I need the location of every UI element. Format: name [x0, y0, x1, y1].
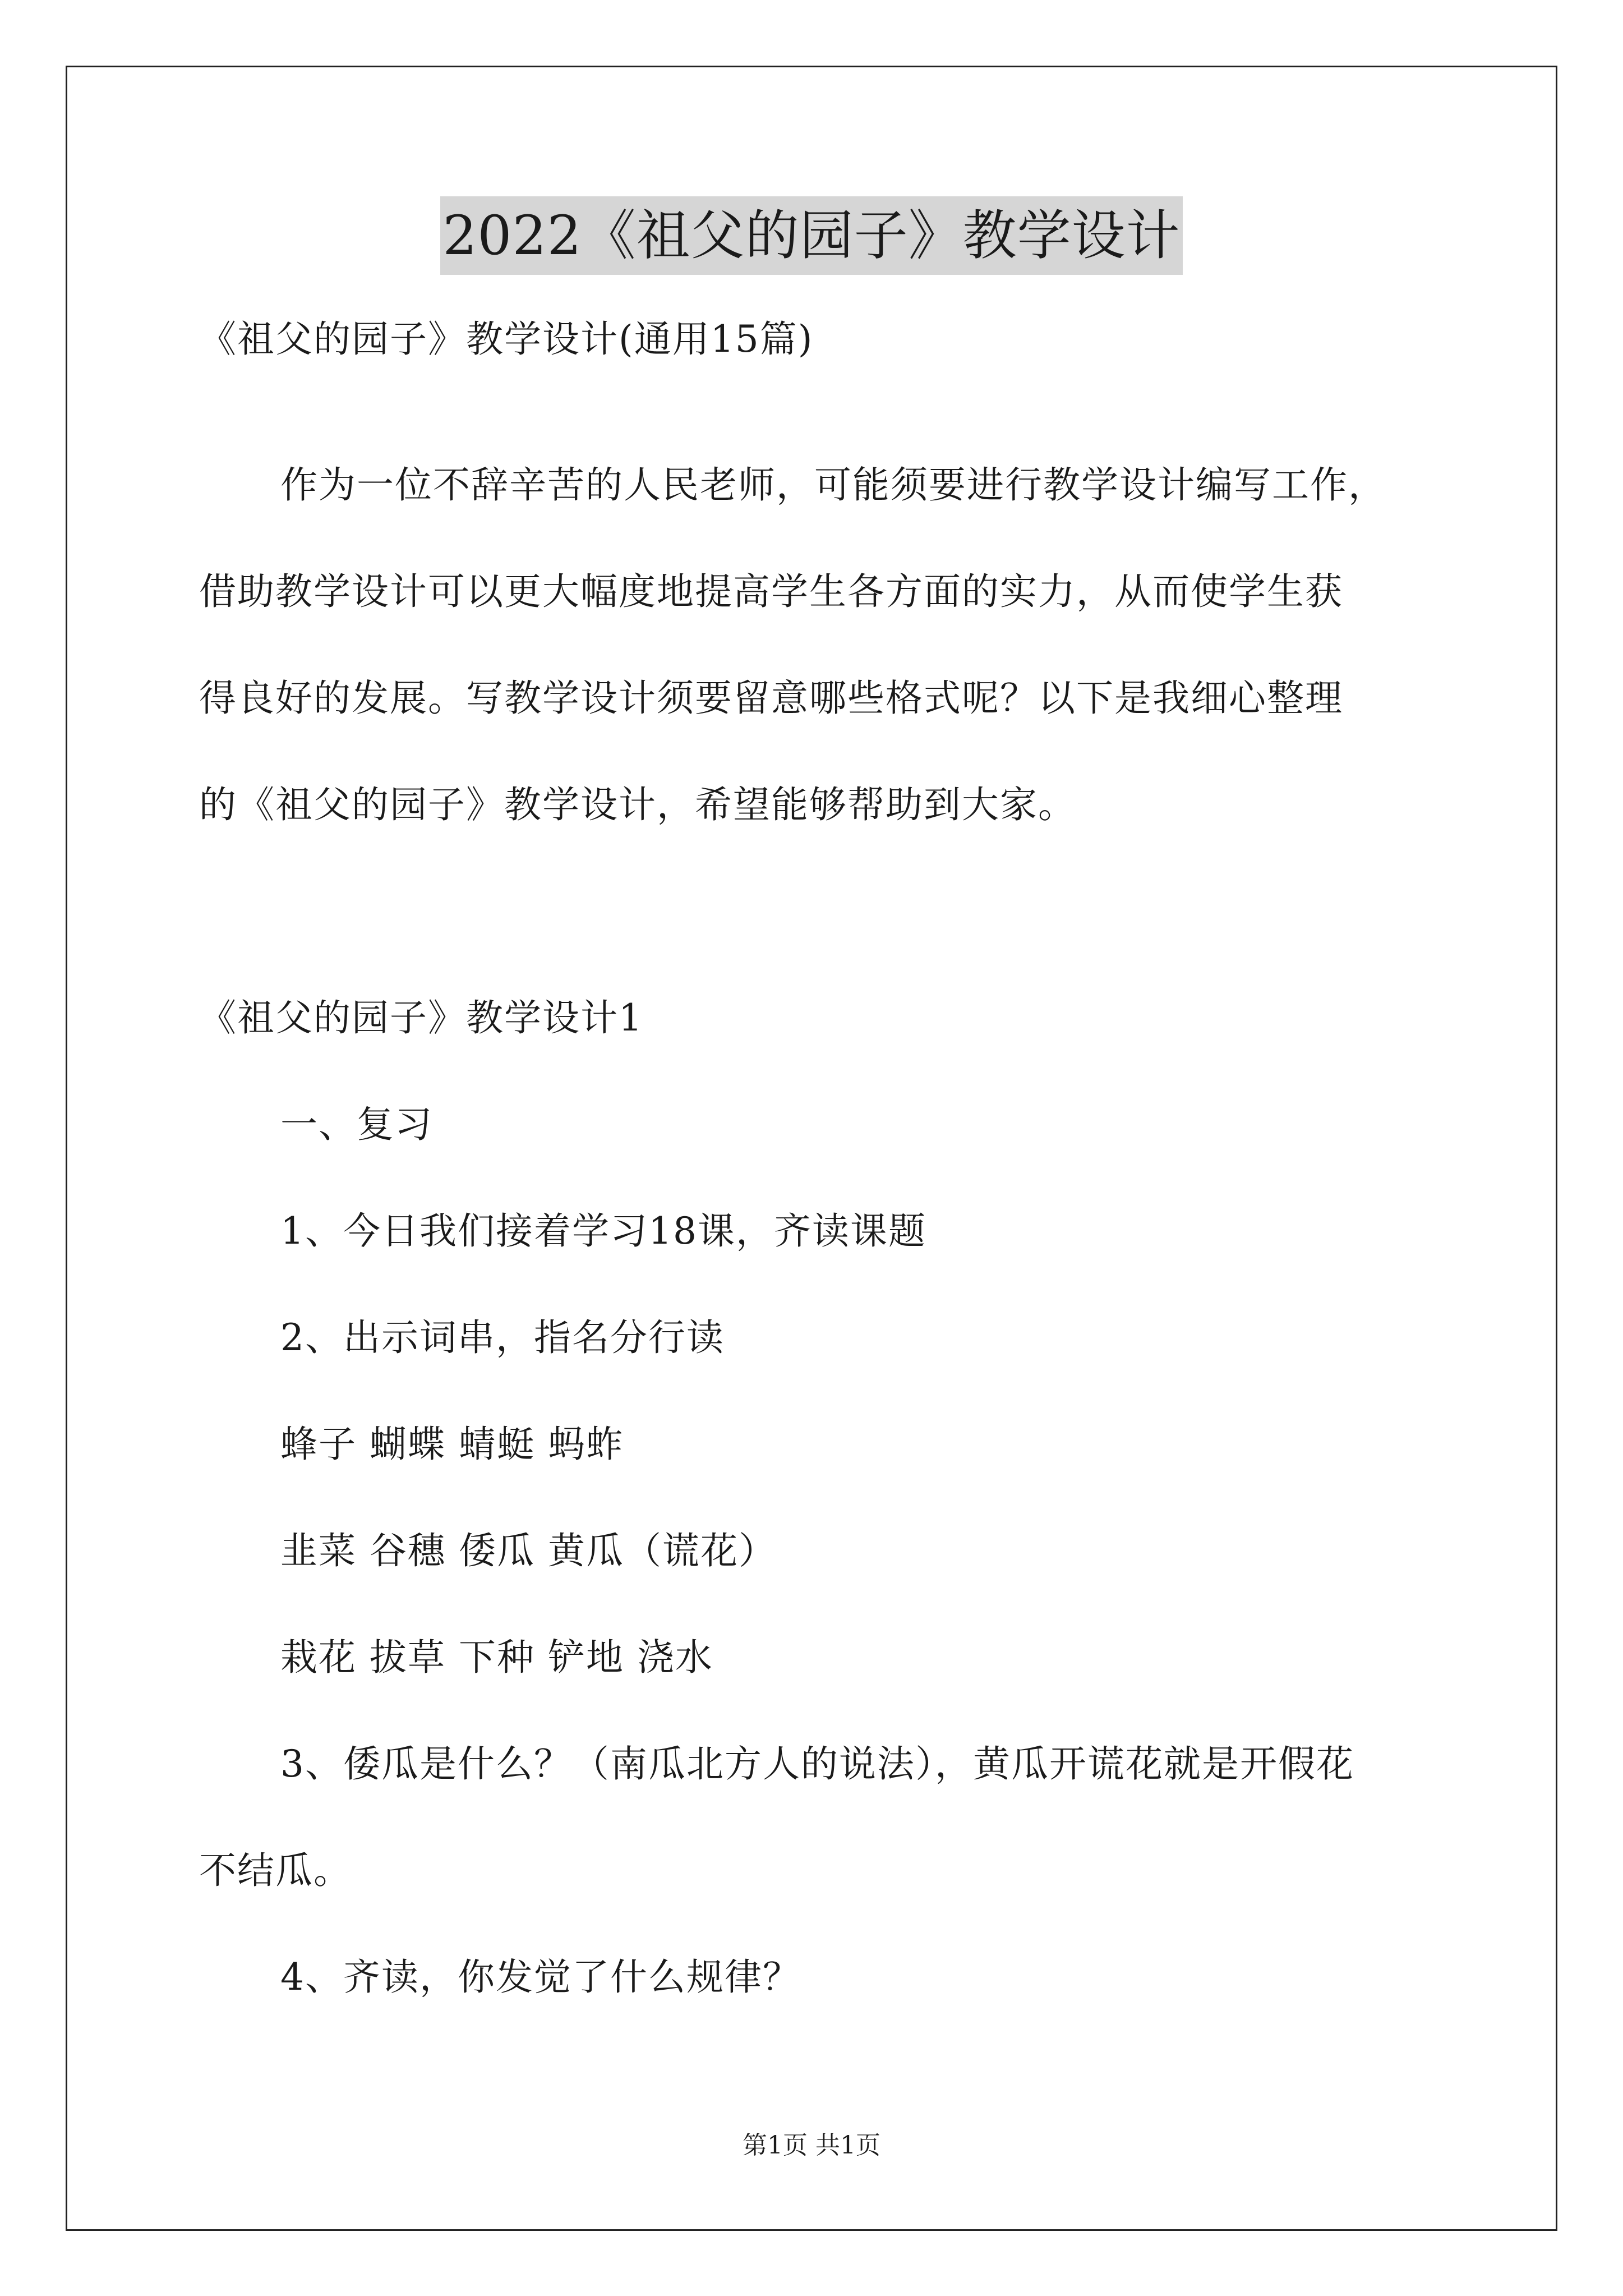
body-line-2: 1、今日我们接着学习18课，齐读课题: [280, 1209, 926, 1253]
body-line-3: 2、出示词串，指名分行读: [280, 1316, 725, 1359]
section-heading: 《祖父的园子》教学设计1: [199, 996, 643, 1039]
document-title: 2022《祖父的园子》教学设计: [440, 196, 1182, 275]
document-title-wrap: [0, 196, 1623, 275]
intro-line-1: 作为一位不辞辛苦的人民老师，可能须要进行教学设计编写工作，: [280, 463, 1386, 507]
body-line-7: 3、倭瓜是什么？（南瓜北方人的说法），黄瓜开谎花就是开假花: [280, 1742, 1354, 1786]
body-line-8: 不结瓜。: [199, 1849, 352, 1892]
intro-line-3: 得良好的发展。写教学设计须要留意哪些格式呢？以下是我细心整理: [199, 677, 1343, 720]
body-line-6: 栽花 拔草 下种 铲地 浇水: [280, 1636, 713, 1679]
intro-line-2: 借助教学设计可以更大幅度地提高学生各方面的实力，从而使学生获: [199, 570, 1343, 613]
document-subtitle: 《祖父的园子》教学设计(通用15篇): [199, 318, 814, 361]
body-line-4: 蜂子 蝴蝶 蜻蜓 蚂蚱: [280, 1423, 624, 1466]
page-footer: 第1页 共1页: [743, 2131, 880, 2160]
body-line-5: 韭菜 谷穗 倭瓜 黄瓜（谎花）: [280, 1529, 777, 1572]
body-line-9: 4、齐读，你发觉了什么规律？: [280, 1955, 801, 1999]
intro-line-4: 的《祖父的园子》教学设计，希望能够帮助到大家。: [199, 783, 1076, 826]
body-line-1: 一、复习: [280, 1103, 433, 1146]
